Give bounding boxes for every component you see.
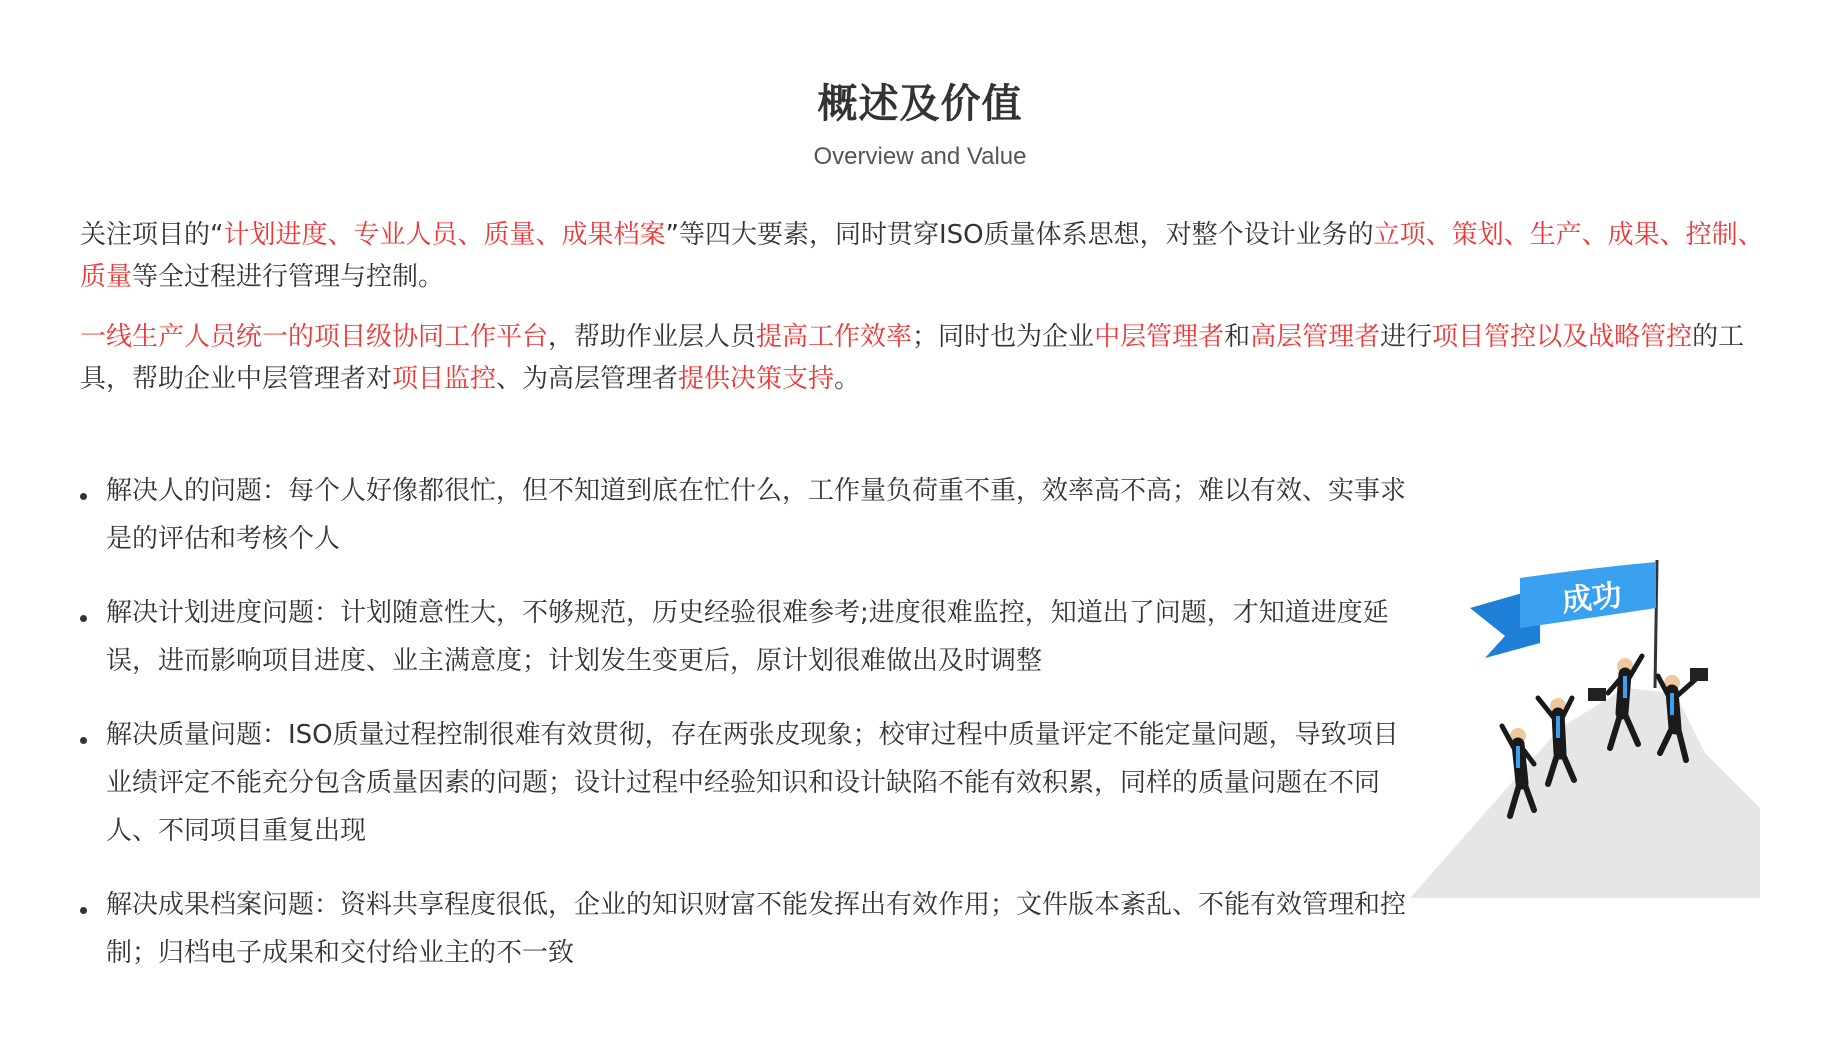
highlight-text: 项目监控	[392, 364, 497, 394]
highlight-text: 中层管理者	[1094, 322, 1225, 352]
page-subtitle: Overview and Value	[813, 143, 1027, 170]
highlight-text: 一线生产人员统一的项目级协同工作平台	[80, 322, 549, 352]
mountain-shape	[1410, 688, 1760, 898]
body-text: 和	[1224, 322, 1251, 352]
problem-list	[80, 467, 1420, 1003]
list-item-text: 解决成果档案问题：资料共享程度很低，企业的知识财富不能发挥出有效作用；文件版本紊乱、不能有效管理和控制；归档电子成果和交付给业主的不一致	[106, 890, 1407, 968]
body-text: ，帮助作业层人员	[548, 322, 757, 352]
highlight-text: 计划进度、专业人员、质量、成果档案	[223, 220, 666, 250]
success-illustration	[1410, 548, 1770, 908]
bullet-dot-icon	[80, 615, 87, 622]
list-item-text: 解决人的问题：每个人好像都很忙，但不知道到底在忙什么，工作量负荷重不重，效率高不高；难以有效、实事求是的评估和考核个人	[106, 476, 1407, 554]
bullet-dot-icon	[80, 737, 87, 744]
success-flag-icon	[1470, 562, 1656, 658]
body-text: ；同时也为企业	[912, 322, 1095, 352]
highlight-text: 提高工作效率	[756, 322, 913, 352]
highlight-text: 立项、策划、生产、成果、控制、质量	[80, 220, 1764, 292]
list-item	[80, 467, 1420, 563]
body-text: 。	[834, 364, 861, 394]
body-text: 等全过程进行管理与控制。	[132, 262, 445, 292]
list-item	[80, 711, 1420, 855]
page-title: 概述及价值	[817, 81, 1023, 127]
body-text: 、为高层管理者	[496, 364, 679, 394]
intro-paragraph-1	[80, 214, 1780, 298]
bullet-dot-icon	[80, 907, 87, 914]
bullet-dot-icon	[80, 493, 87, 500]
list-item-text: 解决质量问题：ISO质量过程控制很难有效贯彻，存在两张皮现象；校审过程中质量评定不能定量问题，导致项目业绩评定不能充分包含质量因素的问题；设计过程中经验知识和设计缺陷不能有效积累，同样的质量问题在不同人、不同项目重复出现	[106, 720, 1399, 846]
flag-text: 成功	[1560, 577, 1624, 620]
body-text: 的工具，帮助企业中层管理者对	[80, 322, 1745, 394]
highlight-text: 项目管控以及战略管控	[1432, 322, 1693, 352]
list-item	[80, 881, 1420, 977]
list-item	[80, 589, 1420, 685]
body-text: 进行	[1380, 322, 1433, 352]
intro-paragraph-2	[80, 316, 1780, 400]
list-item-text: 解决计划进度问题：计划随意性大，不够规范，历史经验很难参考;进度很难监控，知道出了问题，才知道进度延误，进而影响项目进度、业主满意度；计划发生变更后，原计划很难做出及时调整	[106, 598, 1389, 676]
body-text: ”等四大要素，同时贯穿ISO质量体系思想，对整个设计业务的	[665, 220, 1374, 250]
body-text: 关注项目的“	[80, 220, 224, 250]
highlight-text: 高层管理者	[1250, 322, 1381, 352]
highlight-text: 提供决策支持	[678, 364, 835, 394]
